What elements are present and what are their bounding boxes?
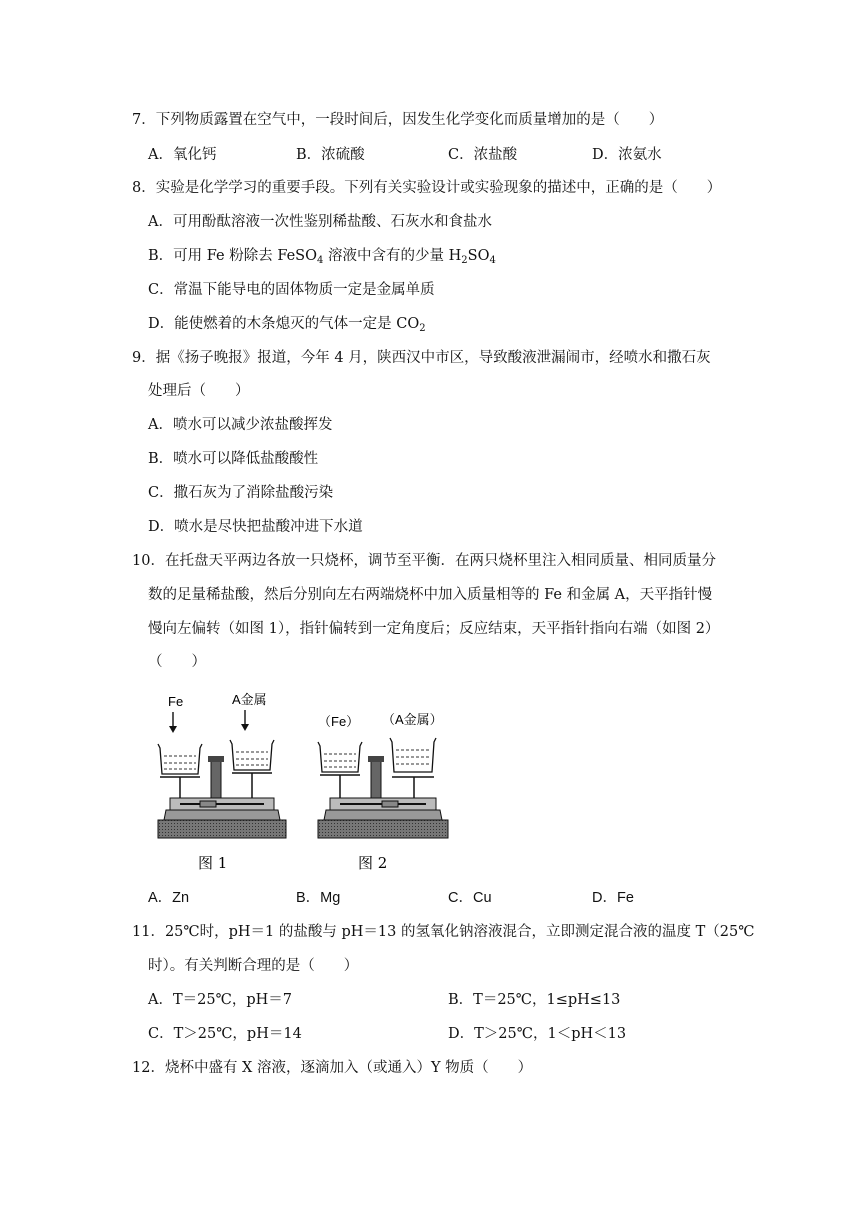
q11-option-d: D．T＞25℃，1＜pH＜13: [448, 1026, 627, 1042]
q8-option-a: A．可用酚酞溶液一次性鉴别稀盐酸、石灰水和食盐水: [148, 214, 492, 230]
q8-option-d: D．能使燃着的木条熄灭的气体一定是 $CO_2$: [148, 316, 426, 334]
fig2-right-beaker: [390, 738, 436, 806]
q10-option-b: B．Mg: [296, 890, 341, 906]
figure-2: [318, 712, 448, 872]
fig1-right-arrow: [241, 710, 249, 731]
fig2-left-beaker: [318, 742, 362, 802]
fig2-fe-label: （Fe）: [318, 714, 360, 729]
q9-option-c: C．撒石灰为了消除盐酸污染: [148, 485, 334, 501]
q7-option-b: B．浓硫酸: [296, 147, 365, 163]
fig1-scale-beam: [170, 798, 274, 810]
q9-stem-line2: 处理后（ ）: [148, 383, 250, 399]
fig1-left-beaker: [158, 744, 202, 806]
q9-option-d: D．喷水是尽快把盐酸冲进下水道: [148, 519, 363, 535]
fig1-left-arrow: [169, 712, 177, 733]
q7-stem: 7．下列物质露置在空气中，一段时间后，因发生化学变化而质量增加的是（ ）: [132, 112, 664, 128]
q7-option-c: C．浓盐酸: [448, 147, 518, 163]
q12-stem: 12．烧杯中盛有 X 溶液，逐滴加入（或通入）Y 物质（ ）: [132, 1060, 533, 1076]
q9-option-a: A．喷水可以减少浓盐酸挥发: [148, 417, 333, 433]
q10-stem-line2: 数的足量稀盐酸，然后分别向左右两端烧杯中加入质量相等的 Fe 和金属 A，天平指针慢: [148, 587, 713, 603]
q7-option-d: D．浓氨水: [592, 147, 662, 163]
q11-options-row2: [148, 1024, 708, 1044]
q11-option-b: B．T＝25℃，1≤pH≤13: [448, 992, 621, 1008]
q11-option-a: A．T＝25℃，pH＝7: [148, 992, 292, 1008]
q10-option-a: A．Zn: [148, 890, 190, 906]
fig2-scale-beam: [330, 798, 436, 810]
q11-options-row1: [148, 990, 708, 1010]
fig1-caption: 图 1: [198, 854, 228, 872]
q8-stem: 8．实验是化学学习的重要手段。下列有关实验设计或实验现象的描述中，正确的是（ ）: [132, 180, 722, 196]
q8-option-c: C．常温下能导电的固体物质一定是金属单质: [148, 282, 435, 298]
fig1-scale-base: [158, 810, 286, 838]
q9-stem-line1: 9．据《扬子晚报》报道，今年 4 月，陕西汉中市区，导致酸液泄漏闹市，经喷水和撒石灰: [132, 350, 711, 366]
fig2-a-metal-label: （A金属）: [382, 712, 443, 727]
fig1-right-beaker: [230, 740, 274, 802]
q10-options: [148, 888, 708, 908]
figure-1: [158, 692, 286, 872]
fig2-caption: 图 2: [358, 854, 388, 872]
q11-stem-line2: 时）。有关判断合理的是（ ）: [148, 958, 359, 974]
fig2-scale-base: [318, 810, 448, 838]
q10-option-c: C．Cu: [448, 890, 492, 906]
q11-option-c: C．T＞25℃，pH＝14: [148, 1026, 302, 1042]
q7-options: [148, 145, 708, 165]
q10-stem-line3: 慢向左偏转（如图 1），指针偏转到一定角度后；反应结束，天平指针指向右端（如图 2）: [148, 621, 720, 637]
q10-stem-line4: （ ）: [148, 654, 206, 670]
q11-stem-line1: 11．25℃时，pH＝1 的盐酸与 pH＝13 的氢氧化钠溶液混合，立即测定混合液的温度 T（25℃: [132, 924, 755, 940]
fig1-a-metal-label: A金属: [232, 692, 267, 707]
balance-scales-figure: [150, 688, 460, 873]
q7-option-a: A．氧化钙: [148, 147, 217, 163]
q10-option-d: D．Fe: [592, 890, 634, 906]
fig1-fe-label: Fe: [168, 694, 184, 709]
q10-stem-line1: 10．在托盘天平两边各放一只烧杯，调节至平衡．在两只烧杯里注入相同质量、相同质量分: [132, 553, 716, 569]
q8-option-b: B．可用 Fe 粉除去 FeSO$_4$ 溶液中含有的少量 $H_2SO_4$: [148, 248, 496, 266]
q9-option-b: B．喷水可以降低盐酸酸性: [148, 451, 319, 467]
